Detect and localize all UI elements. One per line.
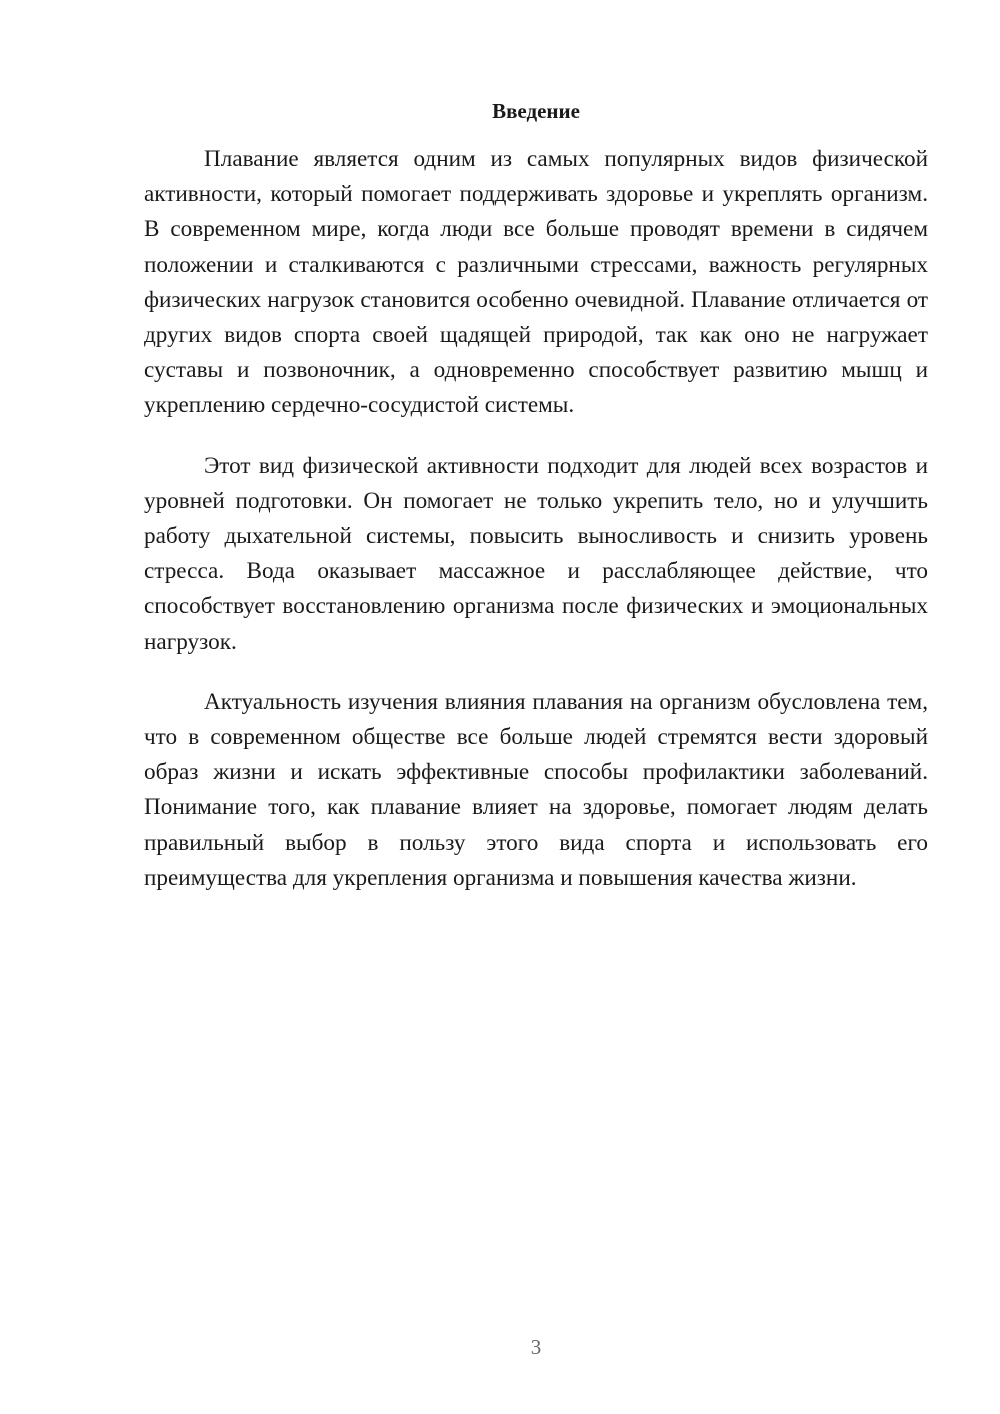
paragraph-3: Актуальность изучения влияния плавания на организм обусловлена тем, что в современном обществе все больше людей стремятся вести здоровый образ жизни и искать эффективные способы профилактики заболеваний. Понимание того, как плавание влияет на здоровье, помогает людям делать правильный выбор в пользу этого вида спорта и использовать его преимущества для укрепления организма и повышения качества жизни.	[144, 688, 928, 891]
section-heading: Введение	[492, 99, 580, 123]
page-number: 3	[530, 1335, 542, 1359]
body-text	[144, 142, 928, 921]
paragraph-2: Этот вид физической активности подходит для людей всех возрастов и уровней подготовки. Он помогает не только укрепить тело, но и улучшить работу дыхательной системы, повысить выносливость и снизить уровень стресса. Вода оказывает массажное и расслабляющее действие, что способствует восстановлению организма после физических и эмоциональных нагрузок.	[144, 452, 928, 655]
paragraph-1: Плавание является одним из самых популярных видов физической активности, который помогает поддерживать здоровье и укреплять организм. В современном мире, когда люди все больше проводят времени в сидячем положении и сталкиваются с различными стрессами, важность регулярных физических нагрузок становится особенно очевидной. Плавание отличается от других видов спорта своей щадящей природой, так как оно не нагружает суставы и позвоночник, а одновременно способствует развитию мышц и укреплению сердечно-сосудистой системы.	[144, 146, 928, 419]
